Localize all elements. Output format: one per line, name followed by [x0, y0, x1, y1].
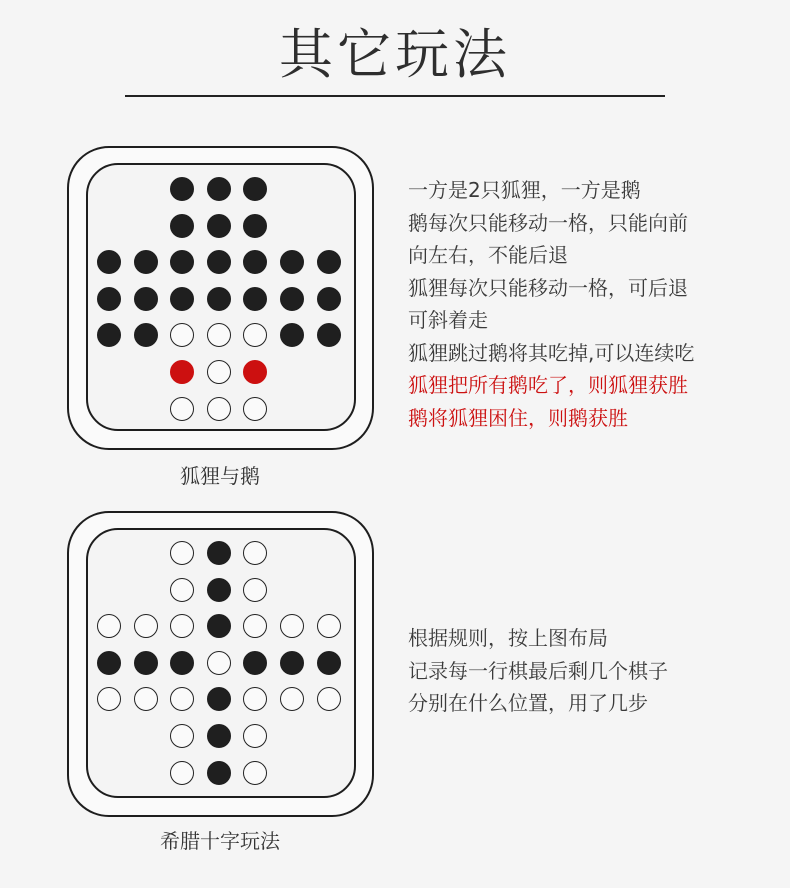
- peg-filled: [97, 651, 121, 675]
- peg-hole: [280, 614, 304, 638]
- peg-hole: [170, 724, 194, 748]
- peg-filled: [317, 323, 341, 347]
- peg-hole: [207, 397, 231, 421]
- peg-filled: [97, 250, 121, 274]
- peg-hole: [243, 397, 267, 421]
- rule-line: 可斜着走: [408, 308, 488, 332]
- peg-filled: [97, 287, 121, 311]
- peg-filled: [207, 724, 231, 748]
- page-title: 其它玩法: [279, 23, 511, 86]
- peg-hole: [170, 397, 194, 421]
- peg-hole: [207, 651, 231, 675]
- rule-line: 鹅将狐狸困住，则鹅获胜: [408, 405, 628, 430]
- peg-filled: [134, 250, 158, 274]
- peg-filled: [207, 177, 231, 201]
- peg-filled: [280, 651, 304, 675]
- peg-hole: [170, 541, 194, 565]
- fox-geese-rules: [408, 174, 694, 434]
- peg-hole: [134, 687, 158, 711]
- peg-filled: [280, 250, 304, 274]
- peg-filled: [170, 177, 194, 201]
- title-divider: [125, 95, 665, 97]
- peg-filled: [243, 214, 267, 238]
- peg-hole: [317, 687, 341, 711]
- peg-filled: [134, 651, 158, 675]
- peg-hole: [243, 578, 267, 602]
- peg-hole: [243, 761, 267, 785]
- peg-filled: [207, 287, 231, 311]
- peg-filled: [280, 287, 304, 311]
- peg-filled: [134, 287, 158, 311]
- peg-filled: [207, 214, 231, 238]
- peg-filled: [207, 578, 231, 602]
- rule-line: 一方是2只狐狸，一方是鹅: [408, 178, 641, 202]
- peg-filled: [170, 651, 194, 675]
- rule-line: 狐狸每次只能移动一格，可后退: [408, 275, 688, 300]
- peg-filled: [317, 287, 341, 311]
- greek-cross-rules: [408, 622, 668, 720]
- peg-fox: [170, 360, 194, 384]
- peg-filled: [134, 323, 158, 347]
- rule-line: 狐狸跳过鹅将其吃掉,可以连续吃: [408, 340, 695, 365]
- peg-filled: [317, 250, 341, 274]
- peg-hole: [170, 761, 194, 785]
- rule-line: 狐狸把所有鹅吃了，则狐狸获胜: [408, 373, 688, 397]
- peg-hole: [207, 360, 231, 384]
- peg-filled: [170, 287, 194, 311]
- peg-hole: [170, 578, 194, 602]
- greek-cross-caption: 希腊十字玩法: [160, 829, 280, 853]
- peg-filled: [207, 541, 231, 565]
- peg-filled: [207, 250, 231, 274]
- peg-hole: [134, 614, 158, 638]
- peg-filled: [170, 214, 194, 238]
- rule-line: 向左右，不能后退: [408, 243, 568, 267]
- peg-hole: [97, 614, 121, 638]
- peg-filled: [317, 651, 341, 675]
- peg-hole: [317, 614, 341, 638]
- peg-filled: [207, 614, 231, 638]
- rule-line: 根据规则，按上图布局: [408, 626, 608, 650]
- fox-geese-caption: 狐狸与鹅: [180, 464, 260, 488]
- rule-line: 鹅每次只能移动一格，只能向前: [408, 210, 688, 235]
- peg-filled: [207, 761, 231, 785]
- rule-line: 记录每一行棋最后剩几个棋子: [408, 658, 668, 683]
- rule-line: 分别在什么位置，用了几步: [408, 691, 648, 715]
